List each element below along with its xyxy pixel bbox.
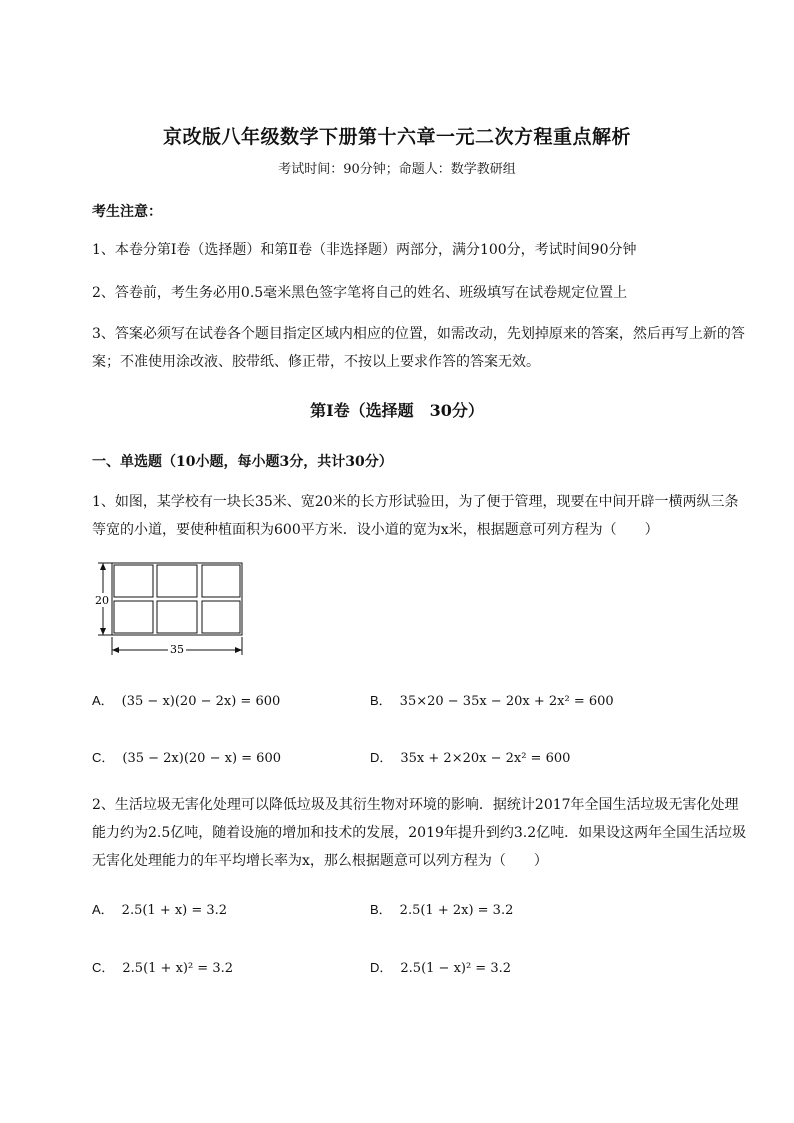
question-1-option-b[interactable]: B． 35×20 − 35x − 20x + 2x² = 600 <box>370 693 614 709</box>
plot <box>157 565 197 597</box>
question-1-option-a[interactable]: A． (35 − x)(20 − 2x) = 600 <box>92 693 281 709</box>
question-1-option-c[interactable]: C． (35 − 2x)(20 − x) = 600 <box>92 750 281 766</box>
question-2-stem: 2、生活垃圾无害化处理可以降低垃圾及其衍生物对环境的影响．据统计2017年全国生活垃圾无害化处理能力约为2.5亿吨，随着设施的增加和技术的发展，2019年提升到约3.2亿吨．如果设这两年全国生活垃圾无害化处理能力的年平均增长率为x，那么根据题意可以列方程为（ ） <box>92 797 747 869</box>
question-2-option-c[interactable]: C． 2.5(1 + x)² = 3.2 <box>92 960 234 976</box>
arrow-up-icon <box>100 563 106 570</box>
notice-item-3: 3、答案必须写在试卷各个题目指定区域内相应的位置，如需改动，先划掉原来的答案，然后再写上新的答案；不准使用涂改液、胶带纸、修正带，不按以上要求作答的答案无效。 <box>92 326 745 370</box>
exam-info: 考试时间：90分钟；命题人：数学教研组 <box>278 162 516 177</box>
page-title: 京改版八年级数学下册第十六章一元二次方程重点解析 <box>162 126 631 148</box>
notice-item-2: 2、答卷前，考生务必用0.5毫米黑色签字笔将自己的姓名、班级填写在试卷规定位置上 <box>92 285 628 301</box>
part-title: 一、单选题（10小题，每小题3分，共计30分） <box>92 454 393 470</box>
plot <box>114 601 153 633</box>
arrow-down-icon <box>100 628 106 635</box>
notice-item-1: 1、本卷分第Ⅰ卷（选择题）和第Ⅱ卷（非选择题）两部分，满分100分，考试时间90分钟 <box>92 242 637 258</box>
question-1-option-d[interactable]: D． 35x + 2×20x − 2x² = 600 <box>370 750 571 766</box>
width-label: 35 <box>170 643 184 656</box>
question-2-option-d[interactable]: D． 2.5(1 − x)² = 3.2 <box>370 960 512 976</box>
plot <box>202 565 240 597</box>
arrow-left-icon <box>112 647 119 653</box>
field-outline <box>112 563 242 635</box>
plot <box>202 601 240 633</box>
plot <box>114 565 153 597</box>
question-1-figure <box>92 555 252 665</box>
question-1-stem: 1、如图，某学校有一块长35米、宽20米的长方形试验田，为了便于管理，现要在中间开辟一横两纵三条等宽的小道，要使种植面积为600平方米．设小道的宽为x米，根据题意可列方程为（ ） <box>92 494 739 538</box>
section-title: 第Ⅰ卷（选择题 30分） <box>310 401 484 420</box>
arrow-right-icon <box>235 647 242 653</box>
plot <box>157 601 197 633</box>
question-2-option-b[interactable]: B． 2.5(1 + 2x) = 3.2 <box>370 902 514 918</box>
height-label: 20 <box>95 594 109 607</box>
notice-heading: 考生注意： <box>92 204 162 220</box>
question-2-option-a[interactable]: A． 2.5(1 + x) = 3.2 <box>92 902 228 918</box>
